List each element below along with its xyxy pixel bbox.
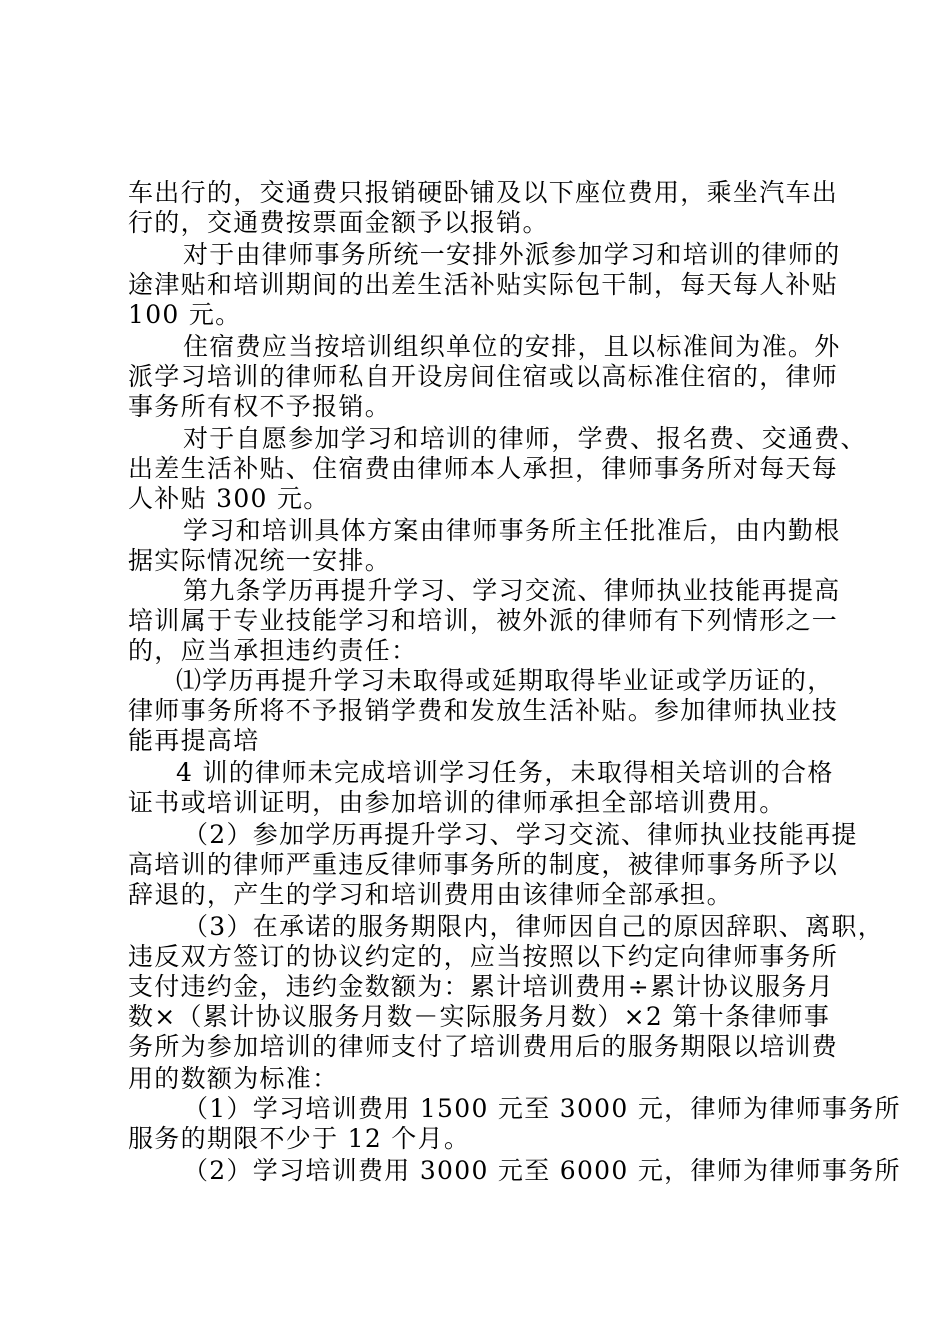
text-line: 支付违约金，违约金数额为：累计培训费用÷累计协议服务月 bbox=[128, 972, 835, 1001]
text-line: （3）在承诺的服务期限内，律师因自己的原因辞职、离职， bbox=[183, 912, 885, 941]
text-line: 途津贴和培训期间的出差生活补贴实际包干制，每天每人补贴 bbox=[128, 270, 839, 299]
text-line: 的，应当承担违约责任： bbox=[128, 636, 418, 665]
text-line: 律师事务所将不予报销学费和发放生活补贴。参加律师执业技 bbox=[128, 696, 839, 725]
text-line: 4 训的律师未完成培训学习任务，未取得相关培训的合格 bbox=[176, 758, 834, 787]
text-line: 数×（累计协议服务月数－实际服务月数）×2 第十条律师事 bbox=[128, 1002, 831, 1031]
text-line: 证书或培训证明，由参加培训的律师承担全部培训费用。 bbox=[128, 788, 786, 817]
text-line: 派学习培训的律师私自开设房间住宿或以高标准住宿的，律师 bbox=[128, 362, 839, 391]
text-line: 学习和培训具体方案由律师事务所主任批准后，由内勤根 bbox=[183, 516, 841, 545]
text-line: 100 元。 bbox=[128, 300, 242, 329]
text-line: 用的数额为标准： bbox=[128, 1064, 339, 1093]
text-line: 高培训的律师严重违反律师事务所的制度，被律师事务所予以 bbox=[128, 850, 839, 879]
text-line: 出差生活补贴、住宿费由律师本人承担，律师事务所对每天每 bbox=[128, 454, 839, 483]
text-line: 对于自愿参加学习和培训的律师，学费、报名费、交通费、 bbox=[183, 424, 867, 453]
text-line: （2）参加学历再提升学习、学习交流、律师执业技能再提 bbox=[183, 820, 858, 849]
text-line: 住宿费应当按培训组织单位的安排，且以标准间为准。外 bbox=[183, 332, 841, 361]
text-line: ⑴学历再提升学习未取得或延期取得毕业证或学历证的， bbox=[176, 666, 834, 695]
text-line: （2）学习培训费用 3000 元至 6000 元，律师为律师事务所 bbox=[183, 1156, 901, 1185]
text-line: 据实际情况统一安排。 bbox=[128, 546, 392, 575]
text-line: 辞退的，产生的学习和培训费用由该律师全部承担。 bbox=[128, 880, 733, 909]
text-line: 培训属于专业技能学习和培训，被外派的律师有下列情形之一 bbox=[128, 606, 839, 635]
text-line: 第九条学历再提升学习、学习交流、律师执业技能再提高 bbox=[183, 576, 841, 605]
text-line: 车出行的，交通费只报销硬卧铺及以下座位费用，乘坐汽车出 bbox=[128, 178, 839, 207]
text-line: 违反双方签订的协议约定的，应当按照以下约定向律师事务所 bbox=[128, 942, 839, 971]
text-line: 能再提高培 bbox=[128, 726, 260, 755]
text-line: （1）学习培训费用 1500 元至 3000 元，律师为律师事务所 bbox=[183, 1094, 901, 1123]
text-line: 人补贴 300 元。 bbox=[128, 484, 330, 513]
text-line: 对于由律师事务所统一安排外派参加学习和培训的律师的 bbox=[183, 240, 841, 269]
text-line: 行的，交通费按票面金额予以报销。 bbox=[128, 208, 549, 237]
text-line: 事务所有权不予报销。 bbox=[128, 392, 392, 421]
text-line: 务所为参加培训的律师支付了培训费用后的服务期限以培训费 bbox=[128, 1032, 839, 1061]
text-line: 服务的期限不少于 12 个月。 bbox=[128, 1124, 471, 1153]
